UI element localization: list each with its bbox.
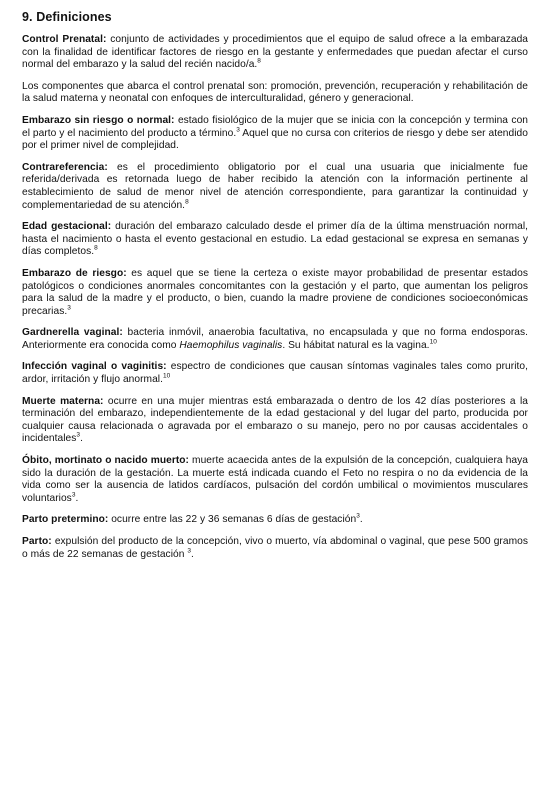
definition-term: Embarazo de riesgo:	[22, 267, 127, 279]
definition-term: Parto:	[22, 536, 52, 547]
definition-text: estado fisiológico de la mujer que se inicia con la concepción y termina con el parto y el nacimiento del producto a término.	[22, 114, 528, 139]
definition-text: muerte acaecida antes de la expulsión de la concepción, cualquiera haya sido la duración de la gestación. La muerte está indicada cuando el Feto no respira o no da evidencia de la vida como ser la ausencia de latidos cardíacos, pulsación del cordón umbilical o movimientos musculares voluntarios	[22, 455, 528, 504]
reference-marker: 3	[71, 491, 76, 499]
definition-term: Muerte materna:	[22, 395, 104, 407]
definition-term: Control Prenatal:	[22, 34, 107, 45]
definition-tail: .	[359, 514, 363, 526]
definition-tail: Aquel que no cursa con criterios de riesgo y debe ser atendido por el primer nivel de complejidad.	[22, 127, 528, 152]
definition-term: Contrareferencia:	[22, 161, 108, 173]
definition-embarazo-normal	[22, 115, 528, 153]
definition-muerte-materna	[22, 396, 528, 446]
definition-tail: .	[80, 433, 83, 445]
paragraph-componentes	[22, 81, 528, 106]
reference-marker: 3	[187, 547, 191, 555]
definition-text: espectro de condiciones que causan síntomas vaginales tales como prurito, ardor, irritación y flujo anormal.	[22, 361, 528, 386]
reference-marker: 3	[76, 432, 81, 440]
definition-text: es aquel que se tiene la certeza o existe mayor probabilidad de presentar estados patológicos o condiciones anormales concomitantes con la gestación y el parto, que aumentan los peligros para la salud de la madre y el producto, o bien, cuando la madre proviene de condiciones socioeconómicas precarias.	[22, 267, 528, 317]
definition-parto-pretermino	[22, 514, 528, 527]
definition-infeccion-vaginal	[22, 361, 528, 386]
reference-marker: 3	[67, 304, 71, 312]
definition-tail: .	[191, 548, 194, 560]
reference-marker: 8	[94, 244, 98, 252]
definition-tail: .	[75, 492, 79, 504]
definition-parto	[22, 536, 528, 561]
reference-marker: 3	[356, 513, 360, 521]
definition-text: conjunto de actividades y procedimientos que el equipo de salud ofrece a la embarazada con la finalidad de identificar factores de riesgo en la gestante y enfermedades que puedan afectar el curso normal del embarazo y la salud del recién nacido/a.	[22, 34, 528, 71]
definition-text: ocurre entre las 22 y 36 semanas 6 días de gestación	[108, 514, 357, 526]
paragraph-text: Los componentes que abarca el control prenatal son: promoción, prevención, recuperación y rehabilitación de la salud materna y neonatal con enfoques de interculturalidad, género y generacional.	[22, 80, 528, 105]
definition-text: duración del embarazo calculado desde el primer día de la última menstruación normal, hasta el nacimiento o hasta el evento gestacional en estudio. La edad gestacional se expresa en semanas y días completos.	[22, 221, 529, 258]
definition-term: Embarazo sin riesgo o normal:	[22, 114, 175, 126]
reference-marker: 10	[163, 372, 171, 380]
definition-edad-gestacional	[22, 221, 528, 259]
definition-obito	[22, 455, 528, 505]
species-name: Haemophilus vaginalis	[179, 339, 283, 351]
definition-term: Infección vaginal o vaginitis:	[22, 361, 167, 373]
reference-marker: 8	[257, 57, 261, 65]
definition-tail: . Su hábitat natural es la vagina.	[282, 339, 430, 351]
definition-control-prenatal	[22, 34, 528, 72]
definition-term: Parto pretermino:	[22, 514, 109, 526]
definition-term: Óbito, mortinato o nacido muerto:	[22, 455, 189, 467]
definition-gardnerella	[22, 327, 528, 352]
definition-term: Gardnerella vaginal:	[22, 327, 123, 339]
reference-marker: 10	[429, 338, 437, 346]
definition-text: es el procedimiento obligatorio por el cual una usuaria que inicialmente fue referida/derivada es retornada luego de haber recibido la atención con la información pertinente al establecimiento de salud de menor nivel de atención correspondiente, para garantizar la continuidad y complementariedad de su atención.	[22, 161, 528, 211]
reference-marker: 8	[185, 198, 189, 206]
definition-text: bacteria inmóvil, anaerobia facultativa, no encapsulada y que no forma endosporas. Anteriormente era conocida como	[22, 327, 528, 351]
section-heading: 9. Definiciones	[22, 10, 112, 24]
definition-text: expulsión del producto de la concepción, vivo o muerto, vía abdominal o vaginal, que pese 500 gramos o más de 22 semanas de gestación	[22, 536, 528, 560]
definition-contrareferencia	[22, 162, 528, 212]
reference-marker: 3	[236, 126, 240, 134]
definition-term: Edad gestacional:	[22, 221, 112, 233]
definition-embarazo-riesgo	[22, 268, 528, 318]
definition-text: ocurre en una mujer mientras está embarazada o dentro de los 42 días posteriores a la terminación del embarazo, independientemente de la edad gestacional y del lugar del parto, producida por cualquier causa relacionada o agravada por el embarazo o su manejo, pero no por causas accidentales o incidentales	[22, 395, 528, 445]
